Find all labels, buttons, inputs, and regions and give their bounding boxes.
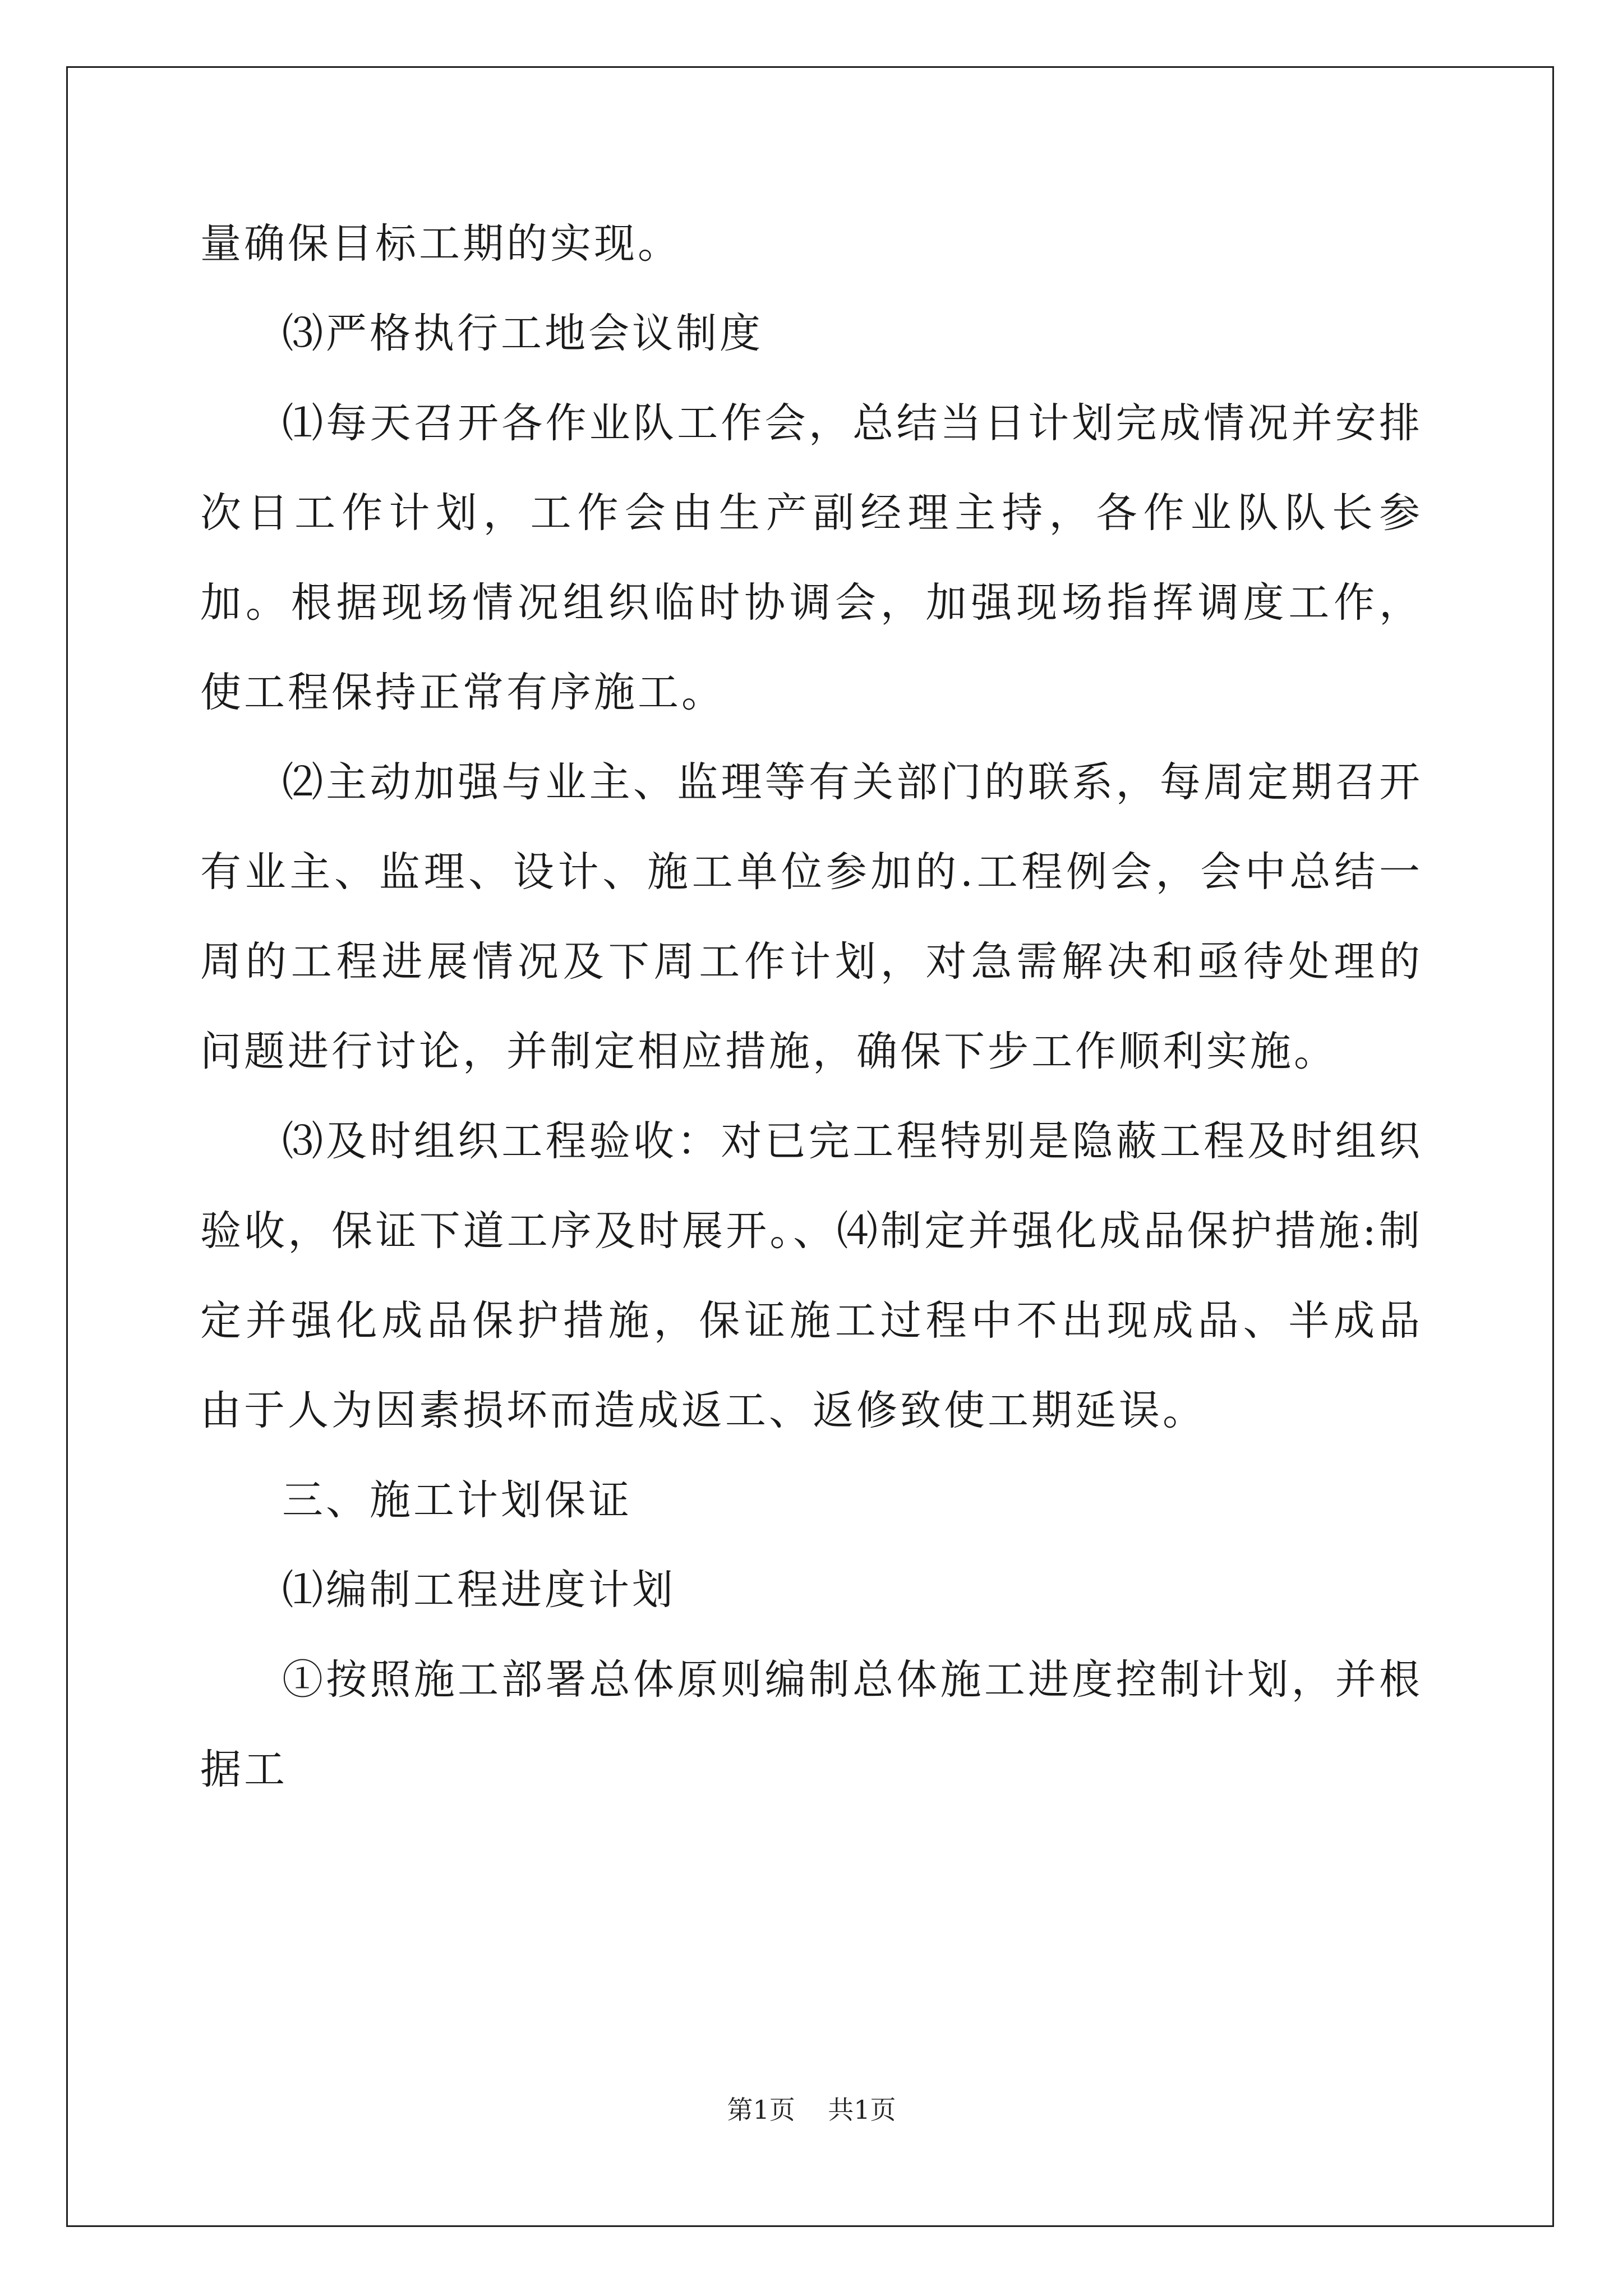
page-footer: 第1页 共1页 xyxy=(727,2095,896,2125)
paragraph-1: 量确保目标工期的实现。 xyxy=(200,220,681,268)
paragraph-8: ①按照施工部署总体原则编制总体施工进度控制计划，并根据工 xyxy=(200,1656,1423,1793)
document-body xyxy=(200,199,1423,1815)
paragraph-7: ⑴编制工程进度计划 xyxy=(282,1566,676,1614)
paragraph-5: ⑶及时组织工程验收：对已完工程特别是隐蔽工程及时组织验收，保证下道工序及时展开。、⑷制定并强化成品保护措施:制定并强化成品保护措施，保证施工过程中不出现成品、半成品由于人为因素损坏而造成返工、返修致使工期延误。 xyxy=(200,1117,1423,1434)
section-heading: 三、施工计划保证 xyxy=(282,1476,632,1524)
paragraph-4: ⑵主动加强与业主、监理等有关部门的联系，每周定期召开有业主、监理、设计、施工单位参加的.工程例会，会中总结一周的工程进展情况及下周工作计划，对急需解决和亟待处理的问题进行讨论，并制定相应措施，确保下步工作顺利实施。 xyxy=(200,758,1423,1075)
paragraph-2: ⑶严格执行工地会议制度 xyxy=(282,310,763,357)
paragraph-3: ⑴每天召开各作业队工作会，总结当日计划完成情况并安排次日工作计划，工作会由生产副经理主持，各作业队队长参加。根据现场情况组织临时协调会，加强现场指挥调度工作，使工程保持正常有序施工。 xyxy=(200,399,1423,716)
